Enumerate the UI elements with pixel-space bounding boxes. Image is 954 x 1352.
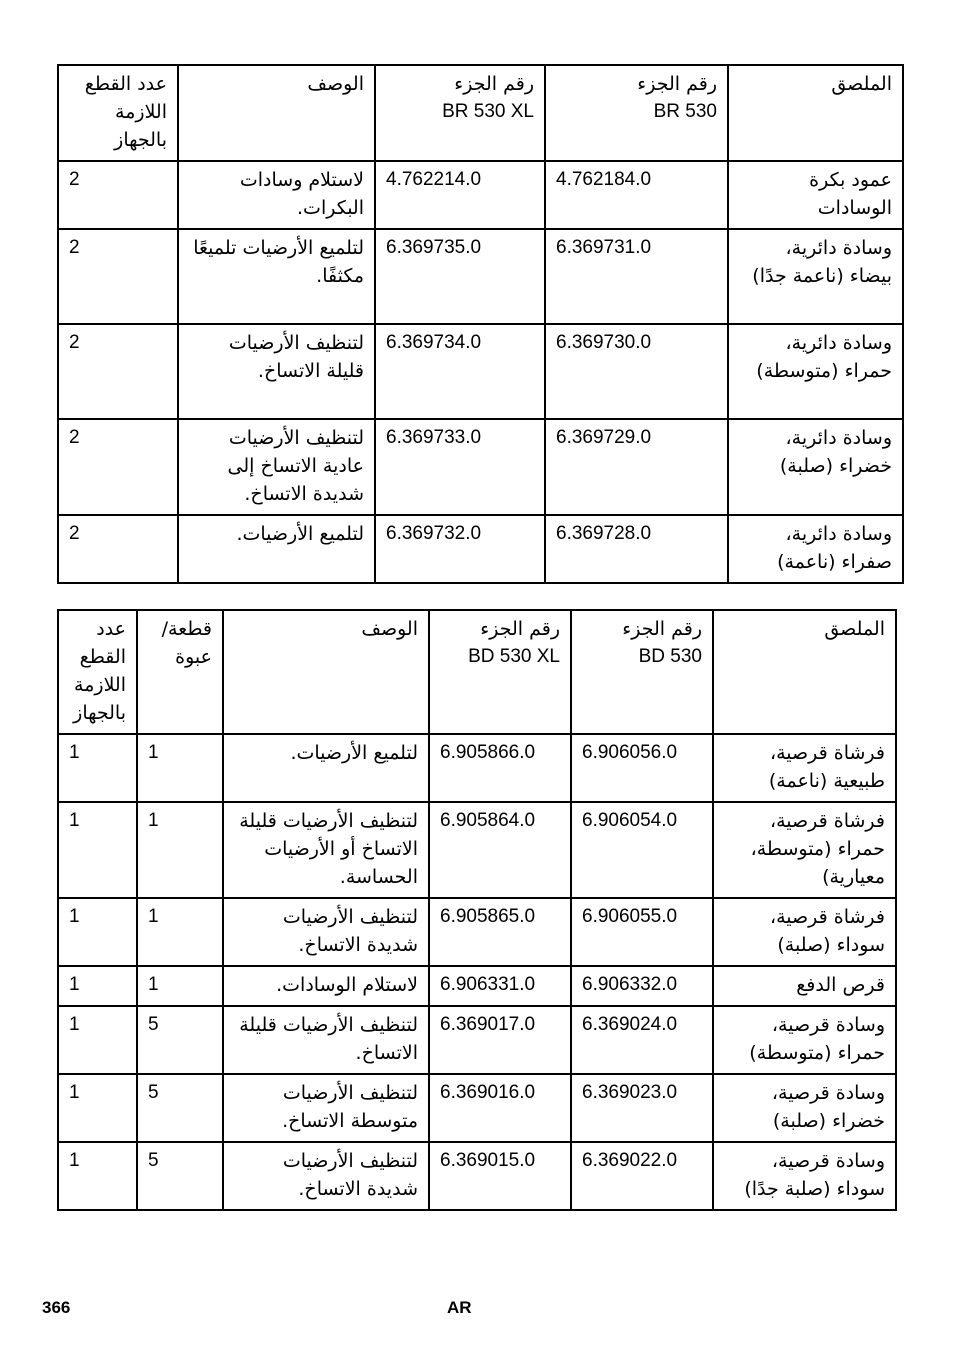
header-part-number-bd-530-xl [429, 610, 571, 734]
label-cell: وسادة قرصية، خضراء (صلبة) [713, 1074, 896, 1142]
quantity-cell: 1 [58, 1074, 137, 1142]
pack-cell: 1 [137, 802, 223, 898]
label-cell: فرشاة قرصية، طبيعية (ناعمة) [713, 734, 896, 802]
pack-cell: 5 [137, 1006, 223, 1074]
part-number-cell: 6.369728.0 [545, 515, 728, 583]
label-cell: وسادة قرصية، سوداء (صلبة جدًا) [713, 1142, 896, 1210]
part-number-cell: 6.906332.0 [571, 966, 713, 1006]
quantity-cell: 1 [58, 1006, 137, 1074]
header-description: الوصف [178, 65, 375, 161]
part-number-cell: 6.906331.0 [429, 966, 571, 1006]
table-row [58, 161, 903, 229]
label-cell: وسادة قرصية، حمراء (متوسطة) [713, 1006, 896, 1074]
quantity-cell: 2 [58, 419, 178, 515]
description-cell: لاستلام وسادات البكرات. [178, 161, 375, 229]
description-cell: لتنظيف الأرضيات متوسطة الاتساخ. [223, 1074, 429, 1142]
table-row [58, 966, 896, 1006]
header-model: BD 530 XL [468, 646, 560, 667]
pack-cell: 1 [137, 966, 223, 1006]
quantity-cell: 1 [58, 966, 137, 1006]
header-model: BR 530 [653, 101, 717, 122]
label-cell: وسادة دائرية، صفراء (ناعمة) [728, 515, 903, 583]
quantity-cell: 2 [58, 324, 178, 419]
label-cell: عمود بكرة الوسادات [728, 161, 903, 229]
quantity-cell: 2 [58, 515, 178, 583]
header-part-number-br-530-xl [375, 65, 545, 161]
label-cell: فرشاة قرصية، سوداء (صلبة) [713, 898, 896, 966]
pack-cell: 1 [137, 898, 223, 966]
quantity-cell: 1 [58, 1142, 137, 1210]
pack-cell: 1 [137, 734, 223, 802]
quantity-cell: 2 [58, 161, 178, 229]
label-cell: وسادة دائرية، خضراء (صلبة) [728, 419, 903, 515]
header-pieces-per-pack: قطعة/ عبوة [137, 610, 223, 734]
part-number-cell: 6.369730.0 [545, 324, 728, 419]
description-cell: لتنظيف الأرضيات قليلة الاتساخ أو الأرضيات الحساسة. [223, 802, 429, 898]
part-number-cell: 6.369732.0 [375, 515, 545, 583]
part-number-cell: 6.905864.0 [429, 802, 571, 898]
description-cell: لتنظيف الأرضيات قليلة الاتساخ. [178, 324, 375, 419]
pack-cell: 5 [137, 1142, 223, 1210]
language-code: AR [447, 1298, 472, 1317]
br-530-parts-table [57, 64, 904, 584]
part-number-cell: 6.369733.0 [375, 419, 545, 515]
part-number-cell: 6.369022.0 [571, 1142, 713, 1210]
quantity-cell: 2 [58, 229, 178, 324]
part-number-cell: 6.905865.0 [429, 898, 571, 966]
part-number-cell: 6.369016.0 [429, 1074, 571, 1142]
header-description: الوصف [223, 610, 429, 734]
table-row [58, 419, 903, 515]
table-row [58, 802, 896, 898]
quantity-cell: 1 [58, 898, 137, 966]
table-row [58, 515, 903, 583]
description-cell: لتنظيف الأرضيات شديدة الاتساخ. [223, 1142, 429, 1210]
header-part-number-bd-530 [571, 610, 713, 734]
table-row [58, 1142, 896, 1210]
header-part-title: رقم الجزء [622, 618, 702, 640]
table-row [58, 734, 896, 802]
label-cell: وسادة دائرية، بيضاء (ناعمة جدًا) [728, 229, 903, 324]
table-row [58, 898, 896, 966]
part-number-cell: 6.369734.0 [375, 324, 545, 419]
table-row [58, 229, 903, 324]
description-cell: لتلميع الأرضيات تلميعًا مكثفًا. [178, 229, 375, 324]
table-header-row [58, 610, 896, 734]
table-row [58, 1074, 896, 1142]
header-quantity: عدد القطع اللازمة بالجهاز [58, 610, 137, 734]
label-cell: قرص الدفع [713, 966, 896, 1006]
header-part-number-br-530 [545, 65, 728, 161]
part-number-cell: 6.369729.0 [545, 419, 728, 515]
bd-530-parts-table [57, 609, 897, 1211]
part-number-cell: 6.906055.0 [571, 898, 713, 966]
pack-cell: 5 [137, 1074, 223, 1142]
part-number-cell: 6.369731.0 [545, 229, 728, 324]
part-number-cell: 6.906054.0 [571, 802, 713, 898]
part-number-cell: 6.905866.0 [429, 734, 571, 802]
description-cell: لتلميع الأرضيات. [178, 515, 375, 583]
header-model: BR 530 XL [442, 101, 534, 122]
description-cell: لتنظيف الأرضيات قليلة الاتساخ. [223, 1006, 429, 1074]
header-label: الملصق [713, 610, 896, 734]
table-row [58, 324, 903, 419]
header-part-title: رقم الجزء [480, 618, 560, 640]
description-cell: لتنظيف الأرضيات عادية الاتساخ إلى شديدة الاتساخ. [178, 419, 375, 515]
part-number-cell: 6.906056.0 [571, 734, 713, 802]
part-number-cell: 4.762184.0 [545, 161, 728, 229]
part-number-cell: 4.762214.0 [375, 161, 545, 229]
table-row [58, 1006, 896, 1074]
part-number-cell: 6.369015.0 [429, 1142, 571, 1210]
header-model: BD 530 [638, 646, 702, 667]
description-cell: لتنظيف الأرضيات شديدة الاتساخ. [223, 898, 429, 966]
description-cell: لتلميع الأرضيات. [223, 734, 429, 802]
page-number: 366 [42, 1298, 71, 1317]
part-number-cell: 6.369017.0 [429, 1006, 571, 1074]
description-cell: لاستلام الوسادات. [223, 966, 429, 1006]
quantity-cell: 1 [58, 802, 137, 898]
label-cell: فرشاة قرصية، حمراء (متوسطة، معيارية) [713, 802, 896, 898]
part-number-cell: 6.369023.0 [571, 1074, 713, 1142]
header-quantity: عدد القطع اللازمة بالجهاز [58, 65, 178, 161]
part-number-cell: 6.369735.0 [375, 229, 545, 324]
label-cell: وسادة دائرية، حمراء (متوسطة) [728, 324, 903, 419]
header-label: الملصق [728, 65, 903, 161]
part-number-cell: 6.369024.0 [571, 1006, 713, 1074]
header-part-title: رقم الجزء [454, 73, 534, 95]
quantity-cell: 1 [58, 734, 137, 802]
header-part-title: رقم الجزء [637, 73, 717, 95]
table-header-row [58, 65, 903, 161]
